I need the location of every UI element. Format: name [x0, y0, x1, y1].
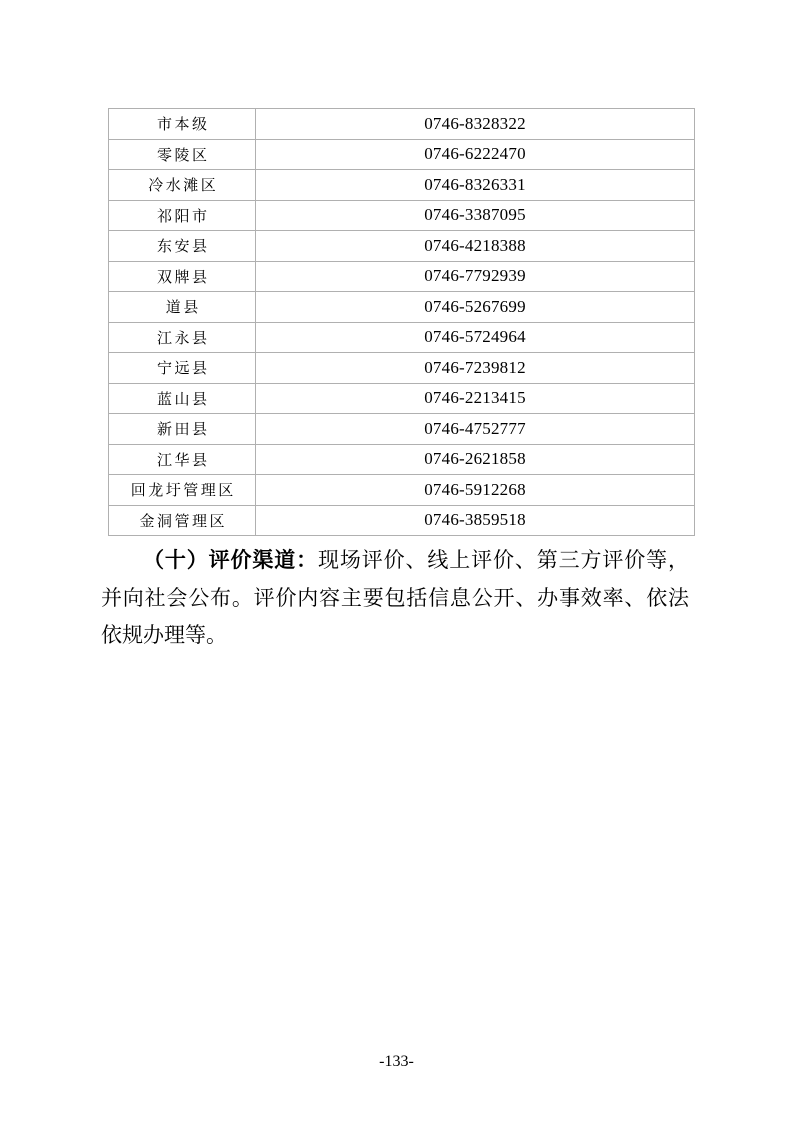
- evaluation-paragraph: [101, 542, 689, 655]
- paragraph-line-1-text: 现场评价、线上评价、第三方评价等，: [318, 548, 689, 572]
- phone-number-cell: 0746-2621858: [256, 444, 695, 475]
- phone-number-cell: 0746-6222470: [256, 139, 695, 170]
- region-name-cell: 市本级: [109, 109, 256, 140]
- phone-number-cell: 0746-3859518: [256, 505, 695, 536]
- table-row: [109, 475, 695, 506]
- table-row: [109, 414, 695, 445]
- phone-number-cell: 0746-3387095: [256, 200, 695, 231]
- phone-table-body: [109, 109, 695, 536]
- table-row: [109, 322, 695, 353]
- paragraph-line-2: 并向社会公布。评价内容主要包括信息公开、办事效率、依法: [101, 585, 689, 610]
- phone-number-cell: 0746-4218388: [256, 231, 695, 262]
- region-name-cell: 零陵区: [109, 139, 256, 170]
- paragraph-line-3: 依规办理等。: [101, 623, 227, 647]
- table-row: [109, 292, 695, 323]
- table-row: [109, 139, 695, 170]
- phone-number-cell: 0746-5912268: [256, 475, 695, 506]
- table-row: [109, 231, 695, 262]
- phone-directory-table: [108, 108, 695, 536]
- table-row: [109, 353, 695, 384]
- table-row: [109, 200, 695, 231]
- paragraph-heading: （十）评价渠道：: [143, 548, 318, 572]
- phone-number-cell: 0746-8326331: [256, 170, 695, 201]
- paragraph-line-1: [101, 542, 689, 580]
- region-name-cell: 新田县: [109, 414, 256, 445]
- region-name-cell: 道县: [109, 292, 256, 323]
- phone-number-cell: 0746-7239812: [256, 353, 695, 384]
- region-name-cell: 蓝山县: [109, 383, 256, 414]
- table-row: [109, 505, 695, 536]
- page-number: -133-: [379, 1053, 414, 1070]
- table-row: [109, 383, 695, 414]
- phone-number-cell: 0746-4752777: [256, 414, 695, 445]
- region-name-cell: 江华县: [109, 444, 256, 475]
- table-row: [109, 109, 695, 140]
- region-name-cell: 双牌县: [109, 261, 256, 292]
- phone-number-cell: 0746-7792939: [256, 261, 695, 292]
- table-row: [109, 170, 695, 201]
- phone-number-cell: 0746-5267699: [256, 292, 695, 323]
- region-name-cell: 金洞管理区: [109, 505, 256, 536]
- phone-number-cell: 0746-5724964: [256, 322, 695, 353]
- phone-number-cell: 0746-2213415: [256, 383, 695, 414]
- table-row: [109, 261, 695, 292]
- region-name-cell: 东安县: [109, 231, 256, 262]
- region-name-cell: 宁远县: [109, 353, 256, 384]
- table-row: [109, 444, 695, 475]
- region-name-cell: 冷水滩区: [109, 170, 256, 201]
- region-name-cell: 祁阳市: [109, 200, 256, 231]
- region-name-cell: 回龙圩管理区: [109, 475, 256, 506]
- region-name-cell: 江永县: [109, 322, 256, 353]
- phone-number-cell: 0746-8328322: [256, 109, 695, 140]
